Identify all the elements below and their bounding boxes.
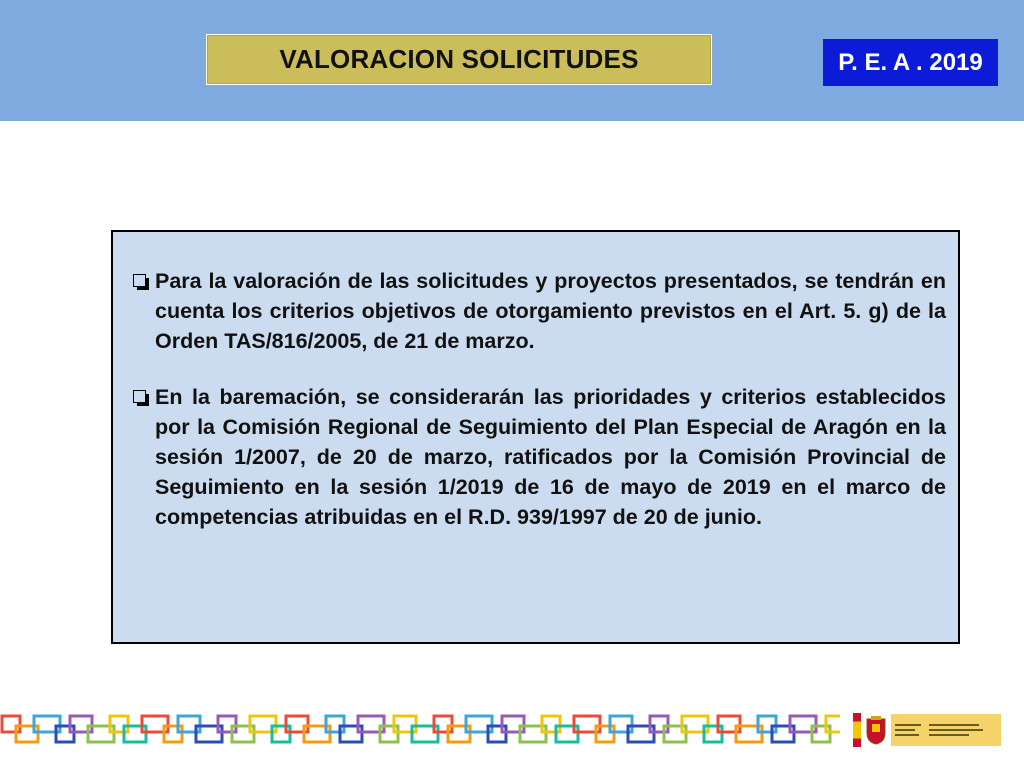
coat-of-arms-icon bbox=[865, 715, 887, 745]
footer-decorative-strip bbox=[0, 710, 840, 750]
checkbox-bullet-icon bbox=[133, 274, 146, 287]
bullet-item bbox=[133, 382, 946, 532]
bullet-text: En la baremación, se considerarán las prioridades y criterios establecidos por la Comisión Regional de Seguimiento del Plan Especial de Aragón en la sesión 1/2007, de 20 de marzo, ratificados por la Comisión Provincial de Seguimiento en la sesión 1/2019 de 16 de mayo de 2019 en el marco de competencias atribuidas en el R.D. 939/1997 de 20 de junio. bbox=[155, 385, 946, 529]
government-logo bbox=[853, 712, 1003, 748]
page-title: VALORACION SOLICITUDES bbox=[279, 44, 639, 74]
program-badge-label: P. E. A . 2019 bbox=[838, 48, 983, 76]
checkbox-bullet-icon bbox=[133, 390, 146, 403]
title-box bbox=[206, 34, 712, 85]
bullet-item bbox=[133, 266, 946, 356]
decorative-square bbox=[826, 716, 840, 732]
ministry-logo-band bbox=[891, 714, 1001, 746]
content-panel bbox=[111, 230, 960, 644]
flag-icon bbox=[853, 713, 861, 747]
bullet-text: Para la valoración de las solicitudes y proyectos presentados, se tendrán en cuenta los criterios objetivos de otorgamiento previstos en el Art. 5. g) de la Orden TAS/816/2005, de 21 de marzo. bbox=[155, 269, 946, 353]
program-badge bbox=[823, 39, 998, 86]
